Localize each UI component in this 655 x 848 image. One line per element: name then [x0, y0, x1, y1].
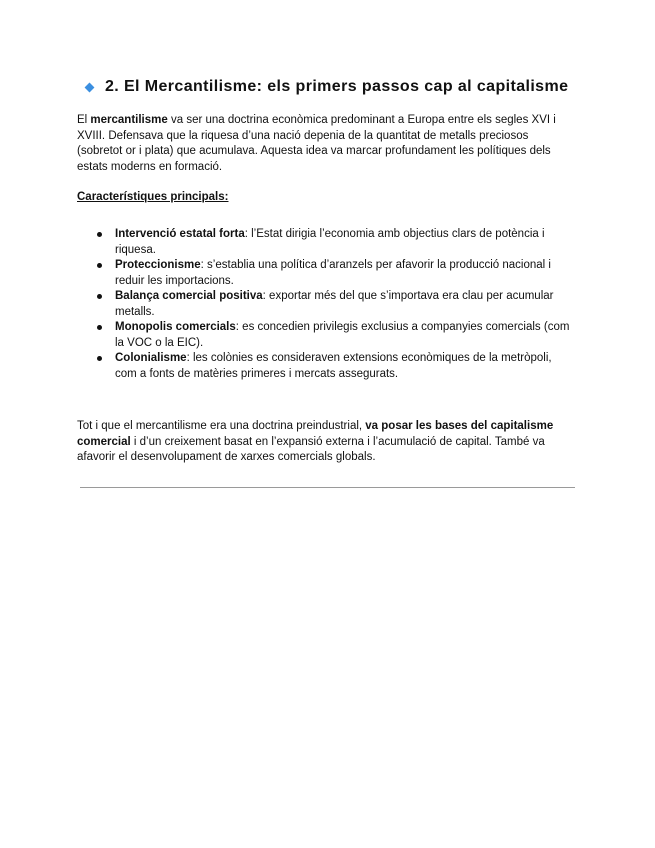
- closing-bold-text: va posar les bases del capitalisme comercial: [77, 420, 554, 448]
- intro-post: va ser una doctrina econòmica predominant a Europa entre els segles XVI i XVIII. Defensava que la riquesa d’una nació depenia de la quantitat de metalls preciosos (sobretot or i plata) que acumulava. Aquesta idea va marcar profundament les polítiques dels estats moderns en formació.: [77, 114, 556, 173]
- list-item: [77, 351, 572, 382]
- feature-term: Proteccionisme: [115, 259, 201, 271]
- bullet-dot-icon: [97, 356, 102, 361]
- list-item: [77, 320, 572, 351]
- bullet-dot-icon: [97, 325, 102, 330]
- feature-text: : les colònies es consideraven extensions econòmiques de la metròpoli, com a fonts de matèries primeres i mercats assegurats.: [115, 352, 552, 380]
- bullet-dot-icon: [97, 232, 102, 237]
- features-list: [77, 227, 572, 382]
- feature-text: : es concedien privilegis exclusius a companyies comercials (com la VOC o la EIC).: [115, 321, 570, 349]
- feature-term: Monopolis comercials: [115, 321, 236, 333]
- feature-text: : s’establia una política d’aranzels per afavorir la producció nacional i reduir les importacions.: [115, 259, 551, 287]
- horizontal-rule: [80, 487, 575, 488]
- section-heading: [84, 78, 584, 96]
- feature-term: Intervenció estatal forta: [115, 228, 245, 240]
- feature-term: Colonialisme: [115, 352, 187, 364]
- intro-pre: El: [77, 114, 91, 126]
- diamond-bullet-icon: [85, 82, 95, 92]
- feature-term: Balança comercial positiva: [115, 290, 263, 302]
- closing-post: i d’un creixement basat en l’expansió externa i l’acumulació de capital. També va afavorir el desenvolupament de xarxes comercials globals.: [77, 435, 545, 463]
- intro-paragraph: [77, 113, 572, 175]
- features-subheading: Característiques principals:: [77, 191, 229, 203]
- bullet-dot-icon: [97, 294, 102, 299]
- bullet-dot-icon: [97, 263, 102, 268]
- feature-text: : exportar més del que s’importava era clau per acumular metalls.: [115, 290, 554, 318]
- list-item: [77, 289, 572, 320]
- closing-paragraph: [77, 419, 572, 466]
- heading-text: 2. El Mercantilisme: els primers passos cap al capitalisme: [105, 78, 569, 95]
- intro-bold-term: mercantilisme: [90, 114, 168, 126]
- closing-pre: Tot i que el mercantilisme era una doctrina preindustrial,: [77, 420, 366, 432]
- list-item: [77, 227, 572, 258]
- list-item: [77, 258, 572, 289]
- feature-text: : l’Estat dirigia l’economia amb objectius clars de potència i riquesa.: [115, 228, 545, 256]
